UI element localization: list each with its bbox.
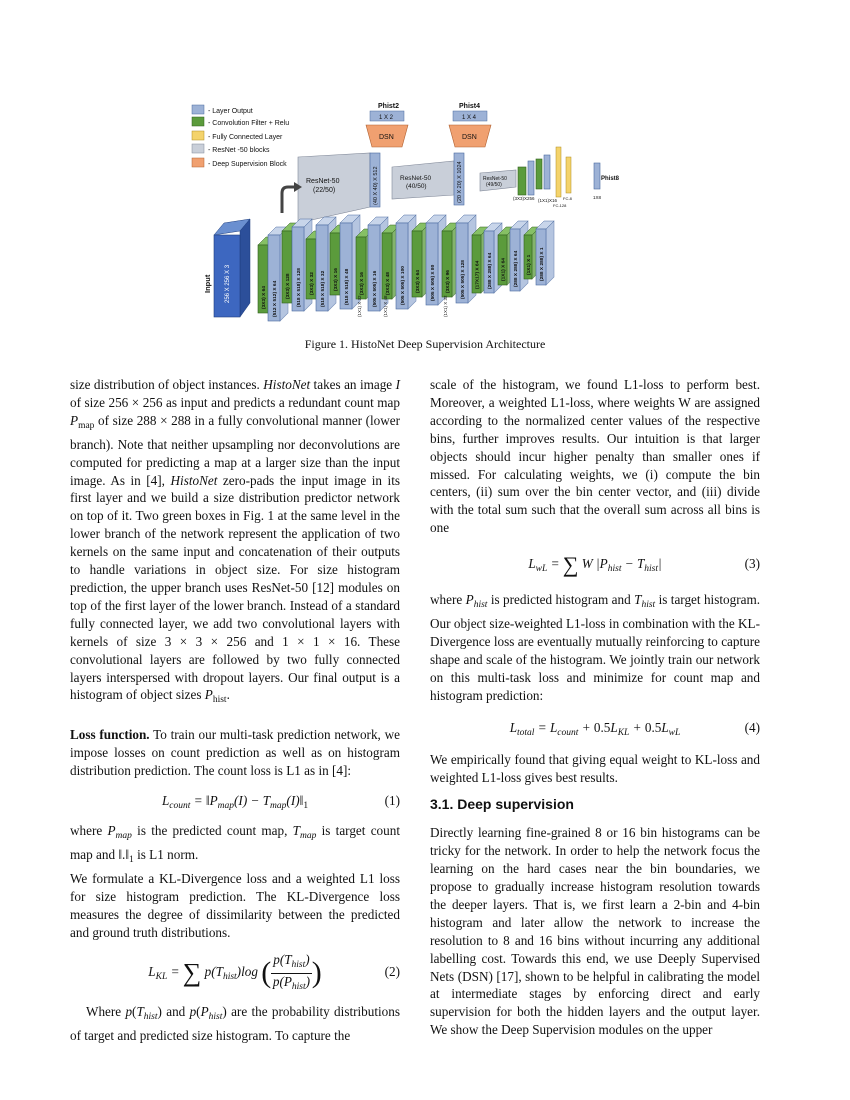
block-label: (3X3) X 16 bbox=[360, 272, 365, 295]
layer-40x40-label: (40 X 40) X 512 bbox=[373, 166, 379, 205]
figure-caption: Figure 1. HistoNet Deep Supervision Architecture bbox=[304, 337, 546, 351]
block-label: (512 X 512) X 64 bbox=[273, 280, 278, 317]
phist8-label: Phist8 bbox=[601, 176, 620, 182]
legend-dsn: - Deep Supervision Block bbox=[208, 161, 287, 168]
resnet-1-sub: (22/50) bbox=[313, 187, 336, 194]
block-label: (3X3) X 32 bbox=[310, 272, 315, 295]
paragraph-equal-weight: We empirically found that giving equal weight to KL-loss and weighted L1-loss gives best results. bbox=[430, 751, 760, 785]
branch-arrow bbox=[282, 187, 296, 213]
left-column bbox=[70, 376, 400, 1045]
paragraph-weighted-l1: scale of the histogram, we found L1-loss to perform best. Moreover, a weighted L1-loss, where weights W are assigned according to the normalized center values of the respective bins, further improves results. Our intuition is that larger objects should incur higher penalty than smaller ones if missed. For calculating weights, we (i) compute the bin centers, (ii) sum over the bin center vector, and (iii) divide with the total sum such that the overall sum across all bins is one bbox=[430, 377, 760, 536]
paragraph-deep-supervision: Directly learning fine-grained 8 or 16 bin histograms can be tricky for the network. In order to help the network focus the learning on the hard cases near the bin boundaries, we propose to gradually increase histogram resolution towards the deeper layers. That is, we first learn a 2-bin and 4-bin histogram and later allow the network to increase the resolution to 8 and 16 bins without incurring any additional labelling cost. Towards this end, we use Deeply Supervised Nets (DSN) [17], shown to be helpful in calibrating the model at intermediate stages by enforcing direct and early supervision for both the hidden layers and the output layer. We show the Deep Supervision modules on the upper bbox=[430, 825, 760, 1038]
fc1-label: FC-128 bbox=[553, 203, 567, 208]
block-label: (1X1) X 32 bbox=[443, 295, 448, 317]
phist8-dims: 1X8 bbox=[593, 195, 602, 200]
section-heading-deep-supervision: 3.1. Deep supervision bbox=[430, 796, 574, 813]
legend bbox=[192, 105, 289, 168]
block-label: (3X3) X 128 bbox=[286, 273, 291, 299]
phist2-dims: 1 X 2 bbox=[379, 115, 394, 121]
lower-branch bbox=[258, 215, 554, 321]
paragraph-loss: Loss function. To train our multi-task prediction network, we impose losses on count prediction as well as on histogram distribution prediction. The count loss is L1 as in [4]: bbox=[70, 727, 400, 779]
layer-out-b bbox=[544, 155, 550, 189]
block-label: (288 X 288) X 64 bbox=[488, 252, 493, 289]
paragraph-histonet: size distribution of object instances. HistoNet takes an image I of size 256 × 256 as input and predicts a redundant count map $P_{map}$ of size 288 × 288 in a fully convolutional manner (lower branch). Note that neither upsampling nor deconvolutions are computed for predicting a map at a larger size than the input image. As in [4], HistoNet zero-pads the input image in its first layer and we build a size distribution predictor network on top of it. Two green boxes in Fig. 1 at the same level in the lower branch of the network represent the application of two kernels on the same input and concatenation of their outputs to handle variations in object size. For size histogram prediction, the upper branch uses ResNet-50 [12] modules on top of the first layer of the lower branch. Instead of a standard fully connected layer, we add two convolutional layers with kernels of size 3 × 3 × 256 and 1 × 1 × 16. These convolutional layers are followed by two fully connected layers interspersed with dropout layers. Our final output is a histogram of object sizes $P_{hist}$. bbox=[70, 377, 400, 706]
legend-layer-output: - Layer Output bbox=[208, 108, 253, 115]
equation-3: $L_{wL}$ = ∑ W $|P_{hist} - T_{hist}|$ (3) bbox=[528, 552, 760, 578]
dsn-1-label: DSN bbox=[379, 134, 394, 141]
block-label: (1X1) X 64 bbox=[501, 258, 507, 281]
phist4-label: Phist4 bbox=[459, 103, 481, 110]
dsn-block-2 bbox=[449, 103, 491, 147]
conv-1x1x16 bbox=[536, 159, 542, 189]
phist2-label: Phist2 bbox=[378, 103, 400, 110]
layer-20x20-label: (20 X 20) X 1024 bbox=[457, 161, 463, 203]
fc-128 bbox=[556, 147, 561, 197]
c1-label: (3X3)X256 bbox=[513, 196, 535, 201]
resnet-3-sub: (49/50) bbox=[486, 182, 502, 188]
block-label: (3X3) X 48 bbox=[386, 272, 391, 295]
block-label: (518 X 518) X 48 bbox=[345, 268, 350, 305]
fc2-label: FC-8 bbox=[563, 196, 572, 201]
dsn-block-1 bbox=[366, 103, 408, 147]
legend-resnet: - ResNet -50 blocks bbox=[208, 147, 270, 154]
resnet-2-sub: (40/50) bbox=[406, 183, 427, 190]
input-label: Input bbox=[203, 274, 212, 293]
paragraph-where-p: Where $p(T_{hist})$ and $p(P_{hist})$ are the probability distributions of target and predicted size histogram. To capture the bbox=[70, 1004, 400, 1044]
c2-label: (1X1)X16 bbox=[538, 198, 558, 203]
legend-conv: - Convolution Filter + Relu bbox=[208, 120, 290, 127]
conv-3x3x256 bbox=[518, 167, 526, 195]
block-label: (518 X 518) X 128 bbox=[297, 268, 302, 307]
input-block bbox=[203, 219, 250, 317]
block-label: (518 X 518) X 32 bbox=[321, 270, 326, 307]
architecture-diagram bbox=[170, 95, 680, 325]
right-column bbox=[430, 376, 760, 1039]
block-label: (1X1) X 48 bbox=[383, 295, 388, 317]
equation-1: $L_{count}$ = $‖P_{map}(I)$ − $T_{map}(I)‖_1$ (1) bbox=[161, 793, 400, 812]
block-label: (288 X 288) X 64 bbox=[514, 250, 519, 287]
resnet-1-label: ResNet-50 bbox=[306, 178, 340, 185]
phist4-dims: 1 X 4 bbox=[462, 115, 477, 121]
input-dims: 256 X 256 X 3 bbox=[225, 264, 231, 303]
phist8-out bbox=[594, 163, 600, 189]
equation-2: $L_{KL}$ = ∑ $p(T_{hist})\log$ ( $\frac{p(T_{hist})}{p(P_{hist})}$ ) (2) bbox=[148, 951, 400, 992]
dsn-2-label: DSN bbox=[462, 134, 477, 141]
paragraph-kl: We formulate a KL-Divergence loss and a weighted L1 loss for size histogram prediction. The KL-Divergence loss measures the degree of dissimilarity between the predicted and ground truth distributions. bbox=[70, 870, 400, 940]
legend-fc: - Fully Connected Layer bbox=[208, 134, 283, 141]
paragraph-where-phist: where $P_{hist}$ is predicted histogram and $T_{hist}$ is target histogram. Our object size-weighted L1-loss in combination with the KL-Divergence loss are eventually mutually reinforcing to capture shape and scale of the histogram. We jointly train our network on this multi-task loss and minimize for count map and histogram prediction: bbox=[430, 592, 761, 703]
block-label: (3X3) X 64 bbox=[416, 270, 421, 293]
block-label: (1X1) X 1 bbox=[527, 254, 532, 275]
paragraph-where-pmap: where $P_{map}$ is the predicted count map, $T_{map}$ is target count map and $‖.‖_1$ is L1 norm. bbox=[70, 823, 400, 865]
block-label: (505 X 505) X 80 bbox=[431, 264, 436, 301]
block-side-face bbox=[546, 221, 554, 285]
block-label: (505 X 505) X 128 bbox=[461, 260, 466, 299]
block-label: (17X17) X 64 bbox=[475, 260, 481, 289]
block-label: (3X3) X 96 bbox=[446, 270, 451, 293]
layer-out-a bbox=[528, 161, 534, 195]
block-label: (3X3) X 16 bbox=[334, 268, 339, 291]
block-label: (1X1) X 32 bbox=[357, 295, 362, 317]
resnet-2-label: ResNet-50 bbox=[400, 175, 432, 182]
architecture-figure bbox=[170, 95, 680, 325]
fc-8 bbox=[566, 157, 571, 193]
equation-4: $L_{total} = L_{count} + 0.5L_{KL} + 0.5L_{wL}$ (4) bbox=[509, 719, 760, 738]
block-label: (505 X 505) X 16 bbox=[373, 270, 378, 307]
block-label: (288 X 288) X 1 bbox=[540, 247, 545, 281]
block-label: (3X3) X 64 bbox=[262, 286, 267, 309]
resnet-3-label: ResNet-50 bbox=[483, 176, 507, 182]
block-label: (505 X 505) X 100 bbox=[401, 266, 406, 305]
